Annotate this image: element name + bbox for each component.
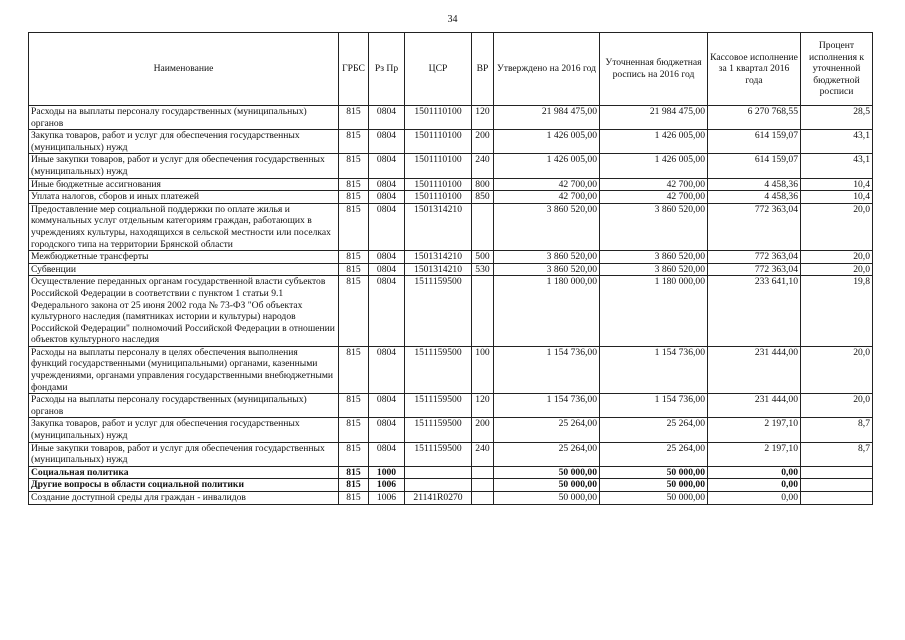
table-cell-grbs: 815 xyxy=(339,130,369,154)
table-cell-refined: 1 426 005,00 xyxy=(600,154,708,178)
header-percent: Процент исполнения к уточненной бюджетной росписи xyxy=(801,33,873,106)
table-row xyxy=(29,178,873,191)
table-cell-percent: 20,0 xyxy=(801,263,873,276)
table-cell-grbs: 815 xyxy=(339,263,369,276)
table-cell-csr: 1511159500 xyxy=(405,442,472,466)
table-cell-approved: 50 000,00 xyxy=(494,479,600,492)
table-cell-rzpr: 0804 xyxy=(369,154,405,178)
table-cell-grbs: 815 xyxy=(339,178,369,191)
budget-table xyxy=(28,32,873,505)
table-cell-grbs: 815 xyxy=(339,442,369,466)
table-cell-refined: 25 264,00 xyxy=(600,418,708,442)
table-cell-csr: 1501110100 xyxy=(405,106,472,130)
table-cell-approved: 1 426 005,00 xyxy=(494,130,600,154)
table-cell-grbs: 815 xyxy=(339,154,369,178)
table-cell-refined: 1 426 005,00 xyxy=(600,130,708,154)
table-cell-cash: 772 363,04 xyxy=(708,251,801,264)
table-cell-name: Расходы на выплаты персоналу государственных (муниципальных) органов xyxy=(29,394,339,418)
table-cell-vr: 800 xyxy=(472,178,494,191)
table-cell-vr: 530 xyxy=(472,263,494,276)
table-cell-cash: 614 159,07 xyxy=(708,154,801,178)
table-cell-approved: 3 860 520,00 xyxy=(494,263,600,276)
table-cell-approved: 50 000,00 xyxy=(494,492,600,505)
table-cell-approved: 1 154 736,00 xyxy=(494,394,600,418)
table-cell-percent: 20,0 xyxy=(801,346,873,393)
table-cell-vr: 850 xyxy=(472,191,494,204)
table-cell-vr xyxy=(472,479,494,492)
table-cell-refined: 50 000,00 xyxy=(600,479,708,492)
table-cell-refined: 50 000,00 xyxy=(600,466,708,479)
table-cell-name: Расходы на выплаты персоналу в целях обеспечения выполнения функций государственными (муниципальными) органами, казенными учреждениями, органами управления государственными внебюджетными фондами xyxy=(29,346,339,393)
table-cell-grbs: 815 xyxy=(339,276,369,347)
table-cell-cash: 2 197,10 xyxy=(708,418,801,442)
table-cell-name: Социальная политика xyxy=(29,466,339,479)
header-refined: Уточненная бюджетная роспись на 2016 год xyxy=(600,33,708,106)
table-cell-grbs: 815 xyxy=(339,191,369,204)
table-cell-csr: 21141R0270 xyxy=(405,492,472,505)
table-cell-cash: 0,00 xyxy=(708,466,801,479)
table-cell-csr: 1501110100 xyxy=(405,154,472,178)
table-cell-name: Предоставление мер социальной поддержки по оплате жилья и коммунальных услуг отдельным категориям граждан, работающих в учреждениях культуры, находящихся в сельской местности или поселках городского типа на территории Брянской области xyxy=(29,203,339,250)
table-cell-vr xyxy=(472,276,494,347)
table-cell-rzpr: 0804 xyxy=(369,130,405,154)
table-cell-approved: 50 000,00 xyxy=(494,466,600,479)
table-cell-percent: 20,0 xyxy=(801,394,873,418)
table-row xyxy=(29,154,873,178)
table-cell-approved: 1 154 736,00 xyxy=(494,346,600,393)
table-cell-grbs: 815 xyxy=(339,346,369,393)
table-cell-percent: 8,7 xyxy=(801,442,873,466)
table-cell-percent: 20,0 xyxy=(801,251,873,264)
table-cell-name: Иные бюджетные ассигнования xyxy=(29,178,339,191)
table-cell-grbs: 815 xyxy=(339,251,369,264)
table-cell-cash: 4 458,36 xyxy=(708,178,801,191)
table-cell-refined: 42 700,00 xyxy=(600,178,708,191)
table-cell-rzpr: 0804 xyxy=(369,346,405,393)
table-cell-cash: 4 458,36 xyxy=(708,191,801,204)
table-cell-percent: 8,7 xyxy=(801,418,873,442)
table-cell-rzpr: 0804 xyxy=(369,191,405,204)
table-cell-csr: 1511159500 xyxy=(405,276,472,347)
table-row xyxy=(29,130,873,154)
table-cell-csr: 1501314210 xyxy=(405,203,472,250)
table-row xyxy=(29,263,873,276)
table-cell-csr: 1501314210 xyxy=(405,263,472,276)
table-cell-rzpr: 1000 xyxy=(369,466,405,479)
table-row xyxy=(29,394,873,418)
table-cell-approved: 3 860 520,00 xyxy=(494,251,600,264)
table-cell-refined: 1 154 736,00 xyxy=(600,346,708,393)
table-cell-name: Уплата налогов, сборов и иных платежей xyxy=(29,191,339,204)
table-cell-refined: 3 860 520,00 xyxy=(600,263,708,276)
table-cell-percent: 19,8 xyxy=(801,276,873,347)
table-cell-cash: 0,00 xyxy=(708,492,801,505)
table-cell-refined: 50 000,00 xyxy=(600,492,708,505)
table-row xyxy=(29,466,873,479)
table-cell-cash: 6 270 768,55 xyxy=(708,106,801,130)
table-cell-percent: 43,1 xyxy=(801,154,873,178)
table-cell-name: Иные закупки товаров, работ и услуг для обеспечения государственных (муниципальных) нужд xyxy=(29,154,339,178)
table-cell-approved: 42 700,00 xyxy=(494,178,600,191)
table-cell-percent xyxy=(801,479,873,492)
table-cell-grbs: 815 xyxy=(339,394,369,418)
table-cell-cash: 231 444,00 xyxy=(708,346,801,393)
table-cell-grbs: 815 xyxy=(339,466,369,479)
table-cell-name: Закупка товаров, работ и услуг для обеспечения государственных (муниципальных) нужд xyxy=(29,418,339,442)
table-cell-approved: 1 426 005,00 xyxy=(494,154,600,178)
table-cell-rzpr: 1006 xyxy=(369,479,405,492)
header-approved: Утверждено на 2016 год xyxy=(494,33,600,106)
table-cell-vr xyxy=(472,466,494,479)
table-cell-name: Закупка товаров, работ и услуг для обеспечения государственных (муниципальных) нужд xyxy=(29,130,339,154)
table-cell-cash: 233 641,10 xyxy=(708,276,801,347)
table-cell-csr: 1511159500 xyxy=(405,418,472,442)
table-cell-rzpr: 0804 xyxy=(369,418,405,442)
header-grbs: ГРБС xyxy=(339,33,369,106)
table-cell-vr: 240 xyxy=(472,154,494,178)
table-cell-csr xyxy=(405,479,472,492)
table-row xyxy=(29,418,873,442)
table-cell-approved: 1 180 000,00 xyxy=(494,276,600,347)
table-cell-name: Расходы на выплаты персоналу государственных (муниципальных) органов xyxy=(29,106,339,130)
table-cell-cash: 772 363,04 xyxy=(708,203,801,250)
table-cell-rzpr: 0804 xyxy=(369,178,405,191)
table-body xyxy=(29,106,873,505)
table-cell-rzpr: 1006 xyxy=(369,492,405,505)
table-row xyxy=(29,442,873,466)
table-cell-approved: 25 264,00 xyxy=(494,418,600,442)
table-cell-csr: 1501314210 xyxy=(405,251,472,264)
table-cell-name: Другие вопросы в области социальной политики xyxy=(29,479,339,492)
table-cell-csr: 1501110100 xyxy=(405,130,472,154)
header-row xyxy=(29,33,873,106)
table-cell-vr xyxy=(472,492,494,505)
table-cell-name: Межбюджетные трансферты xyxy=(29,251,339,264)
table-row xyxy=(29,106,873,130)
table-cell-percent xyxy=(801,492,873,505)
table-cell-percent: 10,4 xyxy=(801,178,873,191)
table-cell-cash: 772 363,04 xyxy=(708,263,801,276)
table-cell-vr: 100 xyxy=(472,346,494,393)
table-cell-rzpr: 0804 xyxy=(369,394,405,418)
table-cell-approved: 25 264,00 xyxy=(494,442,600,466)
table-cell-percent: 20,0 xyxy=(801,203,873,250)
header-name: Наименование xyxy=(29,33,339,106)
table-cell-vr: 240 xyxy=(472,442,494,466)
table-cell-vr: 200 xyxy=(472,418,494,442)
table-cell-csr xyxy=(405,466,472,479)
table-cell-name: Субвенции xyxy=(29,263,339,276)
table-cell-vr xyxy=(472,203,494,250)
table-cell-cash: 614 159,07 xyxy=(708,130,801,154)
table-cell-vr: 120 xyxy=(472,394,494,418)
table-cell-rzpr: 0804 xyxy=(369,442,405,466)
table-cell-refined: 1 154 736,00 xyxy=(600,394,708,418)
header-cash: Кассовое исполнение за 1 квартал 2016 года xyxy=(708,33,801,106)
table-cell-percent: 28,5 xyxy=(801,106,873,130)
header-csr: ЦСР xyxy=(405,33,472,106)
table-cell-grbs: 815 xyxy=(339,492,369,505)
table-cell-approved: 3 860 520,00 xyxy=(494,203,600,250)
table-cell-refined: 21 984 475,00 xyxy=(600,106,708,130)
page-number: 34 xyxy=(447,14,458,25)
table-cell-csr: 1501110100 xyxy=(405,178,472,191)
table-cell-cash: 231 444,00 xyxy=(708,394,801,418)
table-cell-rzpr: 0804 xyxy=(369,263,405,276)
table-cell-csr: 1511159500 xyxy=(405,394,472,418)
table-row xyxy=(29,203,873,250)
table-cell-vr: 120 xyxy=(472,106,494,130)
table-cell-percent: 10,4 xyxy=(801,191,873,204)
table-cell-refined: 3 860 520,00 xyxy=(600,203,708,250)
table-cell-csr: 1501110100 xyxy=(405,191,472,204)
table-cell-approved: 42 700,00 xyxy=(494,191,600,204)
table-cell-approved: 21 984 475,00 xyxy=(494,106,600,130)
table-row xyxy=(29,191,873,204)
table-cell-rzpr: 0804 xyxy=(369,203,405,250)
table-cell-grbs: 815 xyxy=(339,418,369,442)
table-cell-rzpr: 0804 xyxy=(369,106,405,130)
table-row xyxy=(29,492,873,505)
table-cell-vr: 500 xyxy=(472,251,494,264)
table-cell-percent xyxy=(801,466,873,479)
table-cell-rzpr: 0804 xyxy=(369,251,405,264)
table-cell-name: Осуществление переданных органам государственной власти субъектов Российской Федерации в соответствии с пунктом 1 статьи 9.1 Федерального закона от 25 июня 2002 года № 73-ФЗ "Об объектах культурного наследия (памятниках истории и культуры) народов Российской Федерации" полномочий Российской Федерации в отношении объектов культурного наследия xyxy=(29,276,339,347)
table-row xyxy=(29,479,873,492)
table-cell-name: Создание доступной среды для граждан - инвалидов xyxy=(29,492,339,505)
header-vr: ВР xyxy=(472,33,494,106)
table-row xyxy=(29,276,873,347)
table-cell-csr: 1511159500 xyxy=(405,346,472,393)
table-row xyxy=(29,251,873,264)
header-rzpr: Рз Пр xyxy=(369,33,405,106)
table-cell-name: Иные закупки товаров, работ и услуг для обеспечения государственных (муниципальных) нужд xyxy=(29,442,339,466)
table-cell-grbs: 815 xyxy=(339,203,369,250)
table-cell-refined: 42 700,00 xyxy=(600,191,708,204)
table-cell-grbs: 815 xyxy=(339,106,369,130)
table-cell-grbs: 815 xyxy=(339,479,369,492)
table-cell-cash: 2 197,10 xyxy=(708,442,801,466)
table-cell-cash: 0,00 xyxy=(708,479,801,492)
table-cell-rzpr: 0804 xyxy=(369,276,405,347)
table-row xyxy=(29,346,873,393)
table-cell-refined: 3 860 520,00 xyxy=(600,251,708,264)
table-cell-percent: 43,1 xyxy=(801,130,873,154)
table-cell-vr: 200 xyxy=(472,130,494,154)
table-cell-refined: 25 264,00 xyxy=(600,442,708,466)
table-cell-refined: 1 180 000,00 xyxy=(600,276,708,347)
